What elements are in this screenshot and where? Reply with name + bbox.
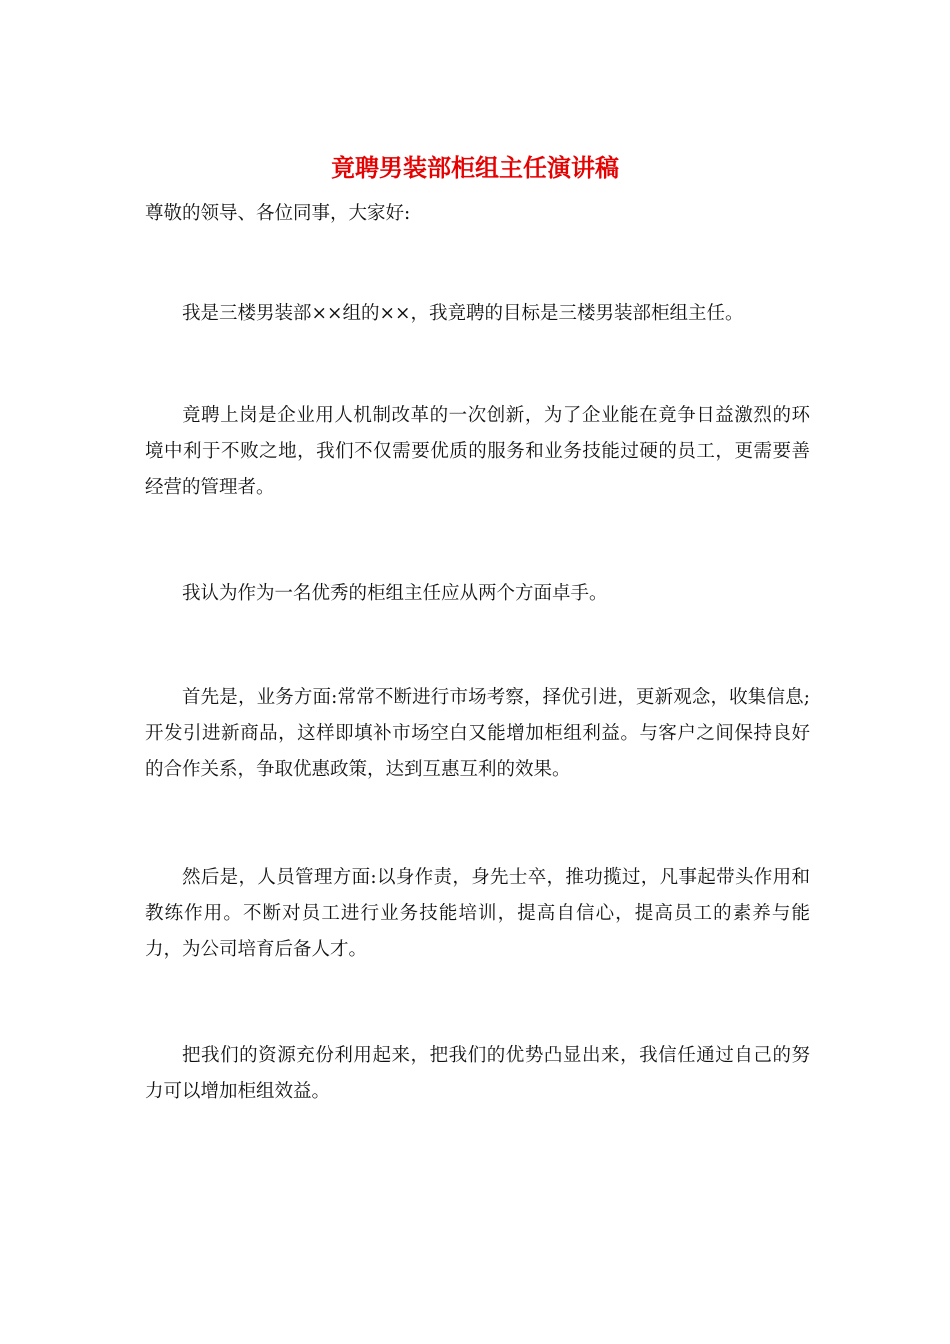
paragraph-1: 我是三楼男装部××组的××，我竟聘的目标是三楼男装部柜组主任。 xyxy=(182,303,744,324)
paragraph-2: 竟聘上岗是企业用人机制改革的一次创新，为了企业能在竟争日益激烈的环境中利于不败之地，我们不仅需要优质的服务和业务技能过硬的员工，更需要善经营的管理者。 xyxy=(145,405,810,498)
paragraph-3: 我认为作为一名优秀的柜组主任应从两个方面卓手。 xyxy=(182,583,608,604)
greeting-line: 尊敬的领导、各位同事，大家好: xyxy=(145,203,411,224)
paragraph-5: 然后是，人员管理方面:以身作责，身先士卒，推功揽过，凡事起带头作用和教练作用。不断对员工进行业务技能培训，提高自信心，提高员工的素养与能力，为公司培育后备人才。 xyxy=(145,867,810,960)
paragraph-4: 首先是，业务方面:常常不断进行市场考察，择优引进，更新观念，收集信息;开发引进新商品，这样即填补市场空白又能增加柜组利益。与客户之间保持良好的合作关系，争取优惠政策，达到互惠互利的效果。 xyxy=(145,687,810,780)
paragraph-6: 把我们的资源充份利用起来，把我们的优势凸显出来，我信任通过自己的努力可以增加柜组效益。 xyxy=(145,1045,810,1102)
document-title: 竟聘男装部柜组主任演讲稿 xyxy=(331,153,619,182)
